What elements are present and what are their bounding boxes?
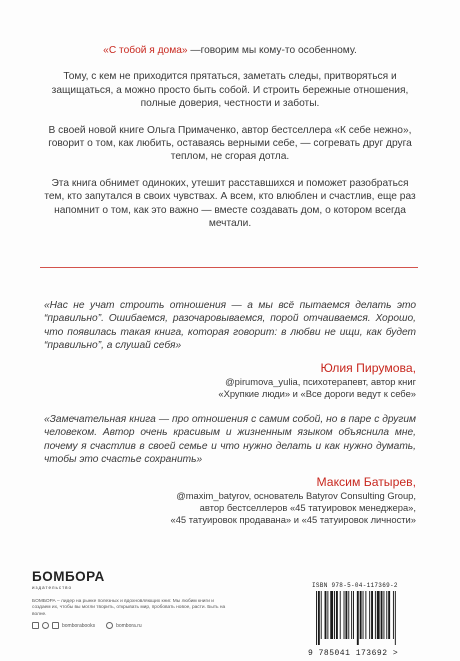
barcode-bar	[321, 591, 322, 639]
section-divider	[40, 267, 418, 268]
barcode-bar	[336, 591, 338, 639]
blurb-paragraph-3: В своей новой книге Ольга Примаченко, автор бестселлера «К себе нежно», говорит о том, как любить, оставаясь верными себе, — согревать друг друга теплом, не сгорая дотла.	[48, 124, 412, 163]
barcode-bar	[360, 591, 362, 639]
review-author: Максим Батырев,	[316, 474, 416, 489]
blurb-title-quote: «С тобой я дома»	[103, 45, 188, 56]
barcode-bar	[318, 591, 320, 645]
barcode-bar	[363, 591, 364, 639]
barcode-bar	[340, 591, 341, 639]
barcode-bar	[365, 591, 366, 639]
blurb	[44, 44, 416, 243]
barcode-bar	[330, 591, 333, 639]
barcode-bar	[371, 591, 373, 639]
isbn-label: ISBN 978-5-04-117369-2	[312, 582, 398, 589]
barcode-bar	[377, 591, 380, 639]
blurb-paragraph-1	[44, 44, 416, 57]
barcode-digits: 9 785041 173692 >	[308, 649, 399, 658]
barcode-bar	[348, 591, 349, 639]
barcode-bar	[345, 591, 347, 639]
barcode-bar	[386, 591, 387, 639]
barcode-bar	[357, 591, 359, 645]
review-author-desc: «45 татуировок продавана» и «45 татуировок личности»	[170, 514, 416, 526]
publisher-social	[32, 622, 292, 629]
review-author-desc: @pirumova_yulia, психотерапевт, автор книг	[225, 375, 416, 387]
publisher-block	[32, 570, 292, 629]
publisher-logo: БОМБОРА	[32, 569, 105, 584]
globe-icon	[106, 622, 113, 629]
review-author-desc: «Хрупкие люди» и «Все дороги ведут к себе»	[218, 387, 416, 399]
publisher-subtitle: издательство	[32, 585, 72, 590]
vk-icon	[32, 622, 39, 629]
barcode-bar	[375, 591, 376, 639]
telegram-icon	[52, 622, 59, 629]
barcode-bar	[325, 591, 327, 639]
publisher-description: БОМБОРА – лидер на рынке полезных и вдохновляющих книг. Мы любим книги и создаем их, чтобы вы могли творить, открывать мир, пробовать новое, расти. Быть на волне.	[32, 599, 226, 617]
barcode-bar	[381, 591, 383, 639]
barcode-bar	[369, 591, 370, 639]
barcode-bar	[353, 591, 354, 639]
barcode-bar	[383, 591, 384, 639]
review-author-desc: @maxim_batyrov, основатель Batyrov Consulting Group,	[176, 489, 416, 501]
review-quote-2	[44, 413, 416, 526]
blurb-paragraph-2: Тому, с кем не приходится прятаться, заметать следы, притворяться и защищаться, а можно просто быть собой. И строить бережные отношения, полные доверия, честности и заботы.	[51, 71, 409, 110]
instagram-icon	[42, 622, 49, 629]
review-text: «Нас не учат строить отношения — а мы всё пытаемся делать это “правильно”. Ошибаемся, разочаровываемся, порой отчаиваемся. Хорошо, что появилась такая книга, которая говорит: в любви не ищи, как будет “правильно”, а слушай себя»	[44, 300, 416, 352]
social-handle: bomborabooks	[62, 622, 96, 629]
blurb-paragraph-4: Эта книга обнимет одиноких, утешит расставшихся и поможет разобраться тем, кто запутался в своих чувствах. А всем, кто влюблен и счастлив, еще раз напомнит о том, как это важно — вместе создавать дом, о котором всегда мечтали.	[44, 177, 416, 230]
review-author: Юлия Пирумова,	[320, 360, 416, 375]
website: bombora.ru	[116, 622, 142, 629]
review-text: «Замечательная книга — про отношения с самим собой, но в паре с другим человеком. Автор очень красивым и жизненным языком объяснила мне, почему я счастлив в своей семье и что нужно делать и как нужно думать, чтобы это счастье сохранить»	[44, 414, 416, 466]
barcode-bar	[393, 591, 394, 639]
barcode-bar	[388, 591, 390, 639]
barcode	[308, 591, 427, 645]
barcode-block	[308, 582, 427, 658]
barcode-bar	[395, 591, 396, 645]
barcode-bar	[316, 591, 317, 645]
barcode-bar	[327, 591, 328, 639]
barcode-bar	[351, 591, 352, 639]
barcode-bar	[344, 591, 345, 639]
barcode-bar	[334, 591, 335, 639]
review-quote-1	[44, 299, 416, 400]
blurb-paragraph-1-text: —говорим мы кому-то особенному.	[187, 45, 357, 56]
review-author-desc: автор бестселлеров «45 татуировок менеджера»,	[199, 501, 416, 513]
